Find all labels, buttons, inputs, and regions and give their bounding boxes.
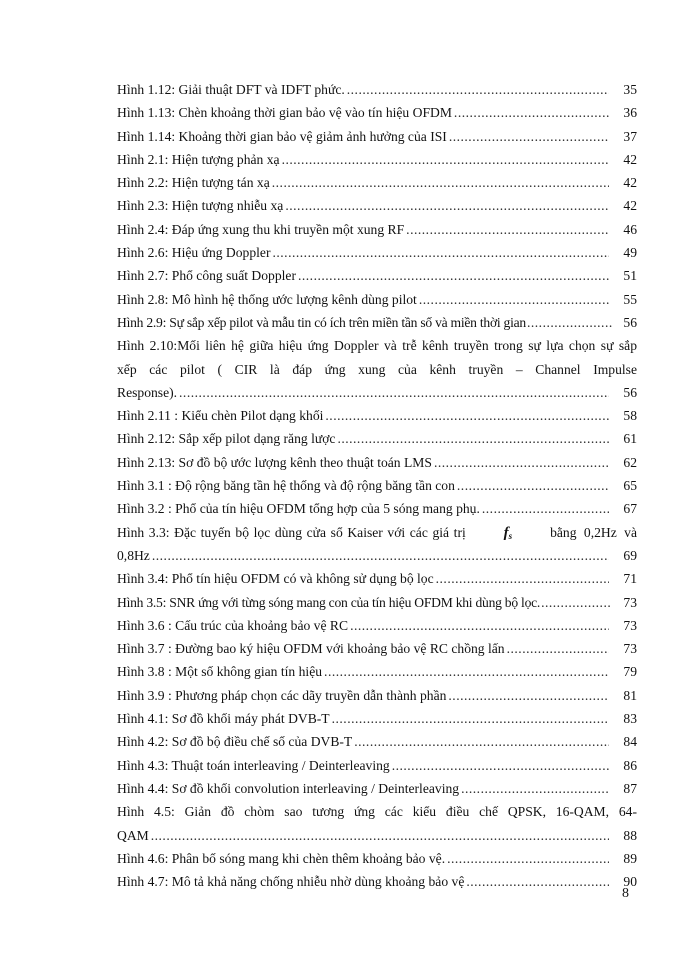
dot-leader	[325, 404, 609, 427]
toc-entry-page: 62	[623, 454, 637, 470]
toc-entry-label: Hình 4.4: Sơ đồ khối convolution interleaving / Deinterleaving	[117, 780, 460, 796]
toc-entry-page: 79	[623, 664, 637, 680]
dot-leader	[151, 824, 609, 847]
toc-entry	[117, 707, 637, 730]
toc-entry-page: 83	[623, 711, 637, 727]
dot-leader	[454, 101, 609, 124]
toc-entry-page: 55	[623, 291, 637, 307]
toc-entry-lastline	[117, 381, 637, 404]
toc-entry-label: Hình 3.1 : Độ rộng băng tần hệ thống và độ rộng băng tần con	[117, 478, 455, 494]
toc-entry-label: Hình 4.1: Sơ đồ khối máy phát DVB-T	[117, 711, 330, 727]
toc-entry-page: 61	[623, 431, 637, 447]
toc-entry	[117, 660, 637, 683]
toc-entry-label: Hình 4.5: Giản đồ chòm sao tương ứng các kiểu điều chế QPSK, 16-QAM, 64-	[117, 804, 637, 820]
dot-leader	[482, 497, 609, 520]
dot-leader	[406, 218, 609, 241]
toc-entry-page: 35	[623, 82, 637, 97]
toc-entry-label: Hình 1.12: Giải thuật DFT và IDFT phức.	[117, 82, 345, 97]
toc-entry-page: 37	[623, 128, 637, 144]
dot-leader	[507, 637, 609, 660]
toc-entry-page: 90	[623, 874, 637, 890]
toc-entry	[117, 264, 637, 287]
toc-entry-page: 42	[623, 175, 637, 191]
toc-entry-page: 56	[623, 384, 637, 400]
dot-leader	[298, 264, 609, 287]
dot-leader	[272, 241, 609, 264]
toc-entry-page: 84	[623, 734, 637, 750]
toc-entry	[117, 497, 637, 520]
page-number: 8	[622, 886, 629, 901]
toc-entry-label: Hình 2.11 : Kiểu chèn Pilot dạng khối	[117, 408, 324, 424]
dot-leader	[541, 591, 612, 614]
toc-entry	[117, 101, 637, 124]
list-of-figures	[117, 78, 637, 893]
toc-entry-page: 58	[623, 408, 637, 424]
dot-leader	[434, 451, 609, 474]
toc-entry	[117, 241, 637, 264]
toc-entry-label: Hình 2.6: Hiệu ứng Doppler	[117, 245, 271, 261]
toc-entry-label: Hình 3.3: Đặc tuyến bộ lọc dùng cửa sổ Kaiser với các giá trị	[117, 524, 466, 540]
toc-entry-label: Hình 2.3: Hiện tượng nhiễu xạ	[117, 198, 284, 214]
toc-entry	[117, 78, 637, 101]
toc-entry-page: 81	[623, 687, 637, 703]
dot-leader	[285, 194, 609, 217]
toc-entry	[117, 567, 637, 590]
toc-entry-label-line	[117, 521, 637, 544]
dot-leader	[282, 148, 609, 171]
fs-symbol	[504, 522, 513, 546]
toc-entry-page: 87	[623, 780, 637, 796]
dot-leader	[152, 544, 609, 567]
toc-entry-label: Hình 2.1: Hiện tượng phản xạ	[117, 151, 280, 167]
fs-symbol-subscript: s	[508, 530, 513, 541]
dot-leader	[457, 474, 609, 497]
toc-entry-label: Hình 4.6: Phân bố sóng mang khi chèn thêm khoảng bảo vệ.	[117, 850, 446, 866]
toc-entry-page: 71	[623, 571, 637, 587]
dot-leader	[332, 707, 609, 730]
toc-entry-page: 86	[623, 757, 637, 773]
dot-leader	[527, 311, 612, 334]
fs-symbol-f: f	[503, 524, 509, 541]
toc-entry	[117, 870, 637, 893]
toc-entry-page: 88	[623, 827, 637, 843]
toc-entry	[117, 427, 637, 450]
dot-leader	[436, 567, 609, 590]
toc-entry-label: Hình 4.7: Mô tả khả năng chống nhiễu nhờ dùng khoảng bảo vệ	[117, 874, 465, 890]
toc-entry	[117, 171, 637, 194]
dot-leader	[179, 381, 609, 404]
dot-leader	[447, 847, 609, 870]
toc-entry	[117, 847, 637, 870]
toc-entry	[117, 777, 637, 800]
toc-entry	[117, 684, 637, 707]
toc-entry	[117, 754, 637, 777]
dot-leader	[347, 78, 609, 101]
toc-entry-label: Hình 3.6 : Cấu trúc của khoảng bảo vệ RC	[117, 617, 349, 633]
toc-entry-label: Hình 3.5: SNR ứng với từng sóng mang con của tín hiệu OFDM khi dùng bộ lọc.	[117, 594, 541, 610]
toc-entry	[117, 730, 637, 753]
toc-entry-label: Hình 3.9 : Phương pháp chọn các dãy truyền dẫn thành phần	[117, 687, 447, 703]
toc-entry-lastline	[117, 824, 637, 847]
dot-leader	[354, 730, 609, 753]
toc-entry-lastline	[117, 544, 637, 567]
toc-entry	[117, 125, 637, 148]
toc-entry-page: 51	[623, 268, 637, 284]
toc-entry-label: Hình 3.4: Phổ tín hiệu OFDM có và không sử dụng bộ lọc	[117, 571, 434, 587]
dot-leader	[419, 288, 609, 311]
toc-entry-label: Hình 4.3: Thuật toán interleaving / Deinterleaving	[117, 757, 390, 773]
toc-entry-label: Hình 2.4: Đáp ứng xung thu khi truyền một xung RF	[117, 221, 405, 237]
toc-entry-page: 69	[623, 547, 637, 563]
toc-entry-label: Hình 2.7: Phổ công suất Doppler	[117, 268, 296, 284]
toc-entry-page: 46	[623, 221, 637, 237]
toc-entry-label: Hình 3.7 : Đường bao ký hiệu OFDM với khoảng bảo vệ RC chồng lấn	[117, 641, 505, 657]
toc-entry-label: Hình 2.13: Sơ đồ bộ ước lượng kênh theo thuật toán LMS	[117, 454, 432, 470]
toc-entry-label-cont: bằng 0,2Hz và	[550, 524, 637, 540]
toc-entry-label: Hình 2.2: Hiện tượng tán xạ	[117, 175, 270, 191]
dot-leader	[272, 171, 609, 194]
toc-entry-label: Hình 2.9: Sự sắp xếp pilot và mẫu tin có ích trên miền tần số và miền thời gian	[117, 314, 526, 330]
toc-entry	[117, 404, 637, 427]
toc-entry	[117, 334, 637, 404]
toc-entry	[117, 591, 637, 614]
toc-entry-label: Hình 1.14: Khoảng thời gian bảo vệ giảm ảnh hưởng của ISI	[117, 128, 447, 144]
toc-entry-page: 73	[623, 641, 637, 657]
dot-leader	[350, 614, 609, 637]
toc-entry-page: 49	[623, 245, 637, 261]
toc-entry-label: Hình 2.12: Sắp xếp pilot dạng răng lược	[117, 431, 336, 447]
toc-entry-label-end: 0,8Hz	[117, 547, 150, 563]
toc-entry-label: Hình 1.13: Chèn khoảng thời gian bảo vệ vào tín hiệu OFDM	[117, 105, 452, 121]
toc-entry	[117, 521, 637, 568]
dot-leader	[392, 754, 609, 777]
toc-entry	[117, 474, 637, 497]
dot-leader	[449, 125, 609, 148]
toc-entry-page: 67	[623, 501, 637, 517]
toc-entry-page: 89	[623, 850, 637, 866]
toc-entry-label: Hình 4.2: Sơ đồ bộ điều chế số của DVB-T	[117, 734, 353, 750]
toc-entry	[117, 194, 637, 217]
toc-entry	[117, 637, 637, 660]
toc-entry-page: 42	[623, 198, 637, 214]
toc-entry-label-end: Response).	[117, 384, 178, 400]
toc-entry	[117, 311, 637, 334]
toc-entry-label: Hình 2.8: Mô hình hệ thống ước lượng kênh dùng pilot	[117, 291, 417, 307]
dot-leader	[324, 660, 609, 683]
dot-leader	[448, 684, 609, 707]
dot-leader	[461, 777, 609, 800]
toc-entry	[117, 148, 637, 171]
dot-leader	[466, 870, 609, 893]
toc-entry-page: 36	[623, 105, 637, 121]
toc-entry	[117, 614, 637, 637]
toc-entry-page: 42	[623, 151, 637, 167]
toc-entry-label: Hình 3.8 : Một số không gian tín hiệu	[117, 664, 323, 680]
toc-entry-page: 73	[623, 617, 637, 633]
toc-entry-label-end: QAM	[117, 827, 149, 843]
toc-entry	[117, 451, 637, 474]
toc-entry	[117, 218, 637, 241]
toc-entry-label: Hình 2.10:Mối liên hệ giữa hiệu ứng Doppler và trễ kênh truyền trong sự lựa chọn sự sắp xếp các pilot ( CIR là đáp ứng xung của kênh truyền – Channel Impulse	[117, 338, 637, 377]
toc-entry	[117, 800, 637, 847]
toc-entry-page: 73	[623, 594, 637, 610]
toc-entry-label: Hình 3.2 : Phổ của tín hiệu OFDM tổng hợp của 5 sóng mang phụ.	[117, 501, 480, 517]
dot-leader	[337, 427, 609, 450]
toc-entry-page: 56	[623, 314, 637, 330]
toc-entry-page: 65	[623, 478, 637, 494]
toc-entry	[117, 288, 637, 311]
